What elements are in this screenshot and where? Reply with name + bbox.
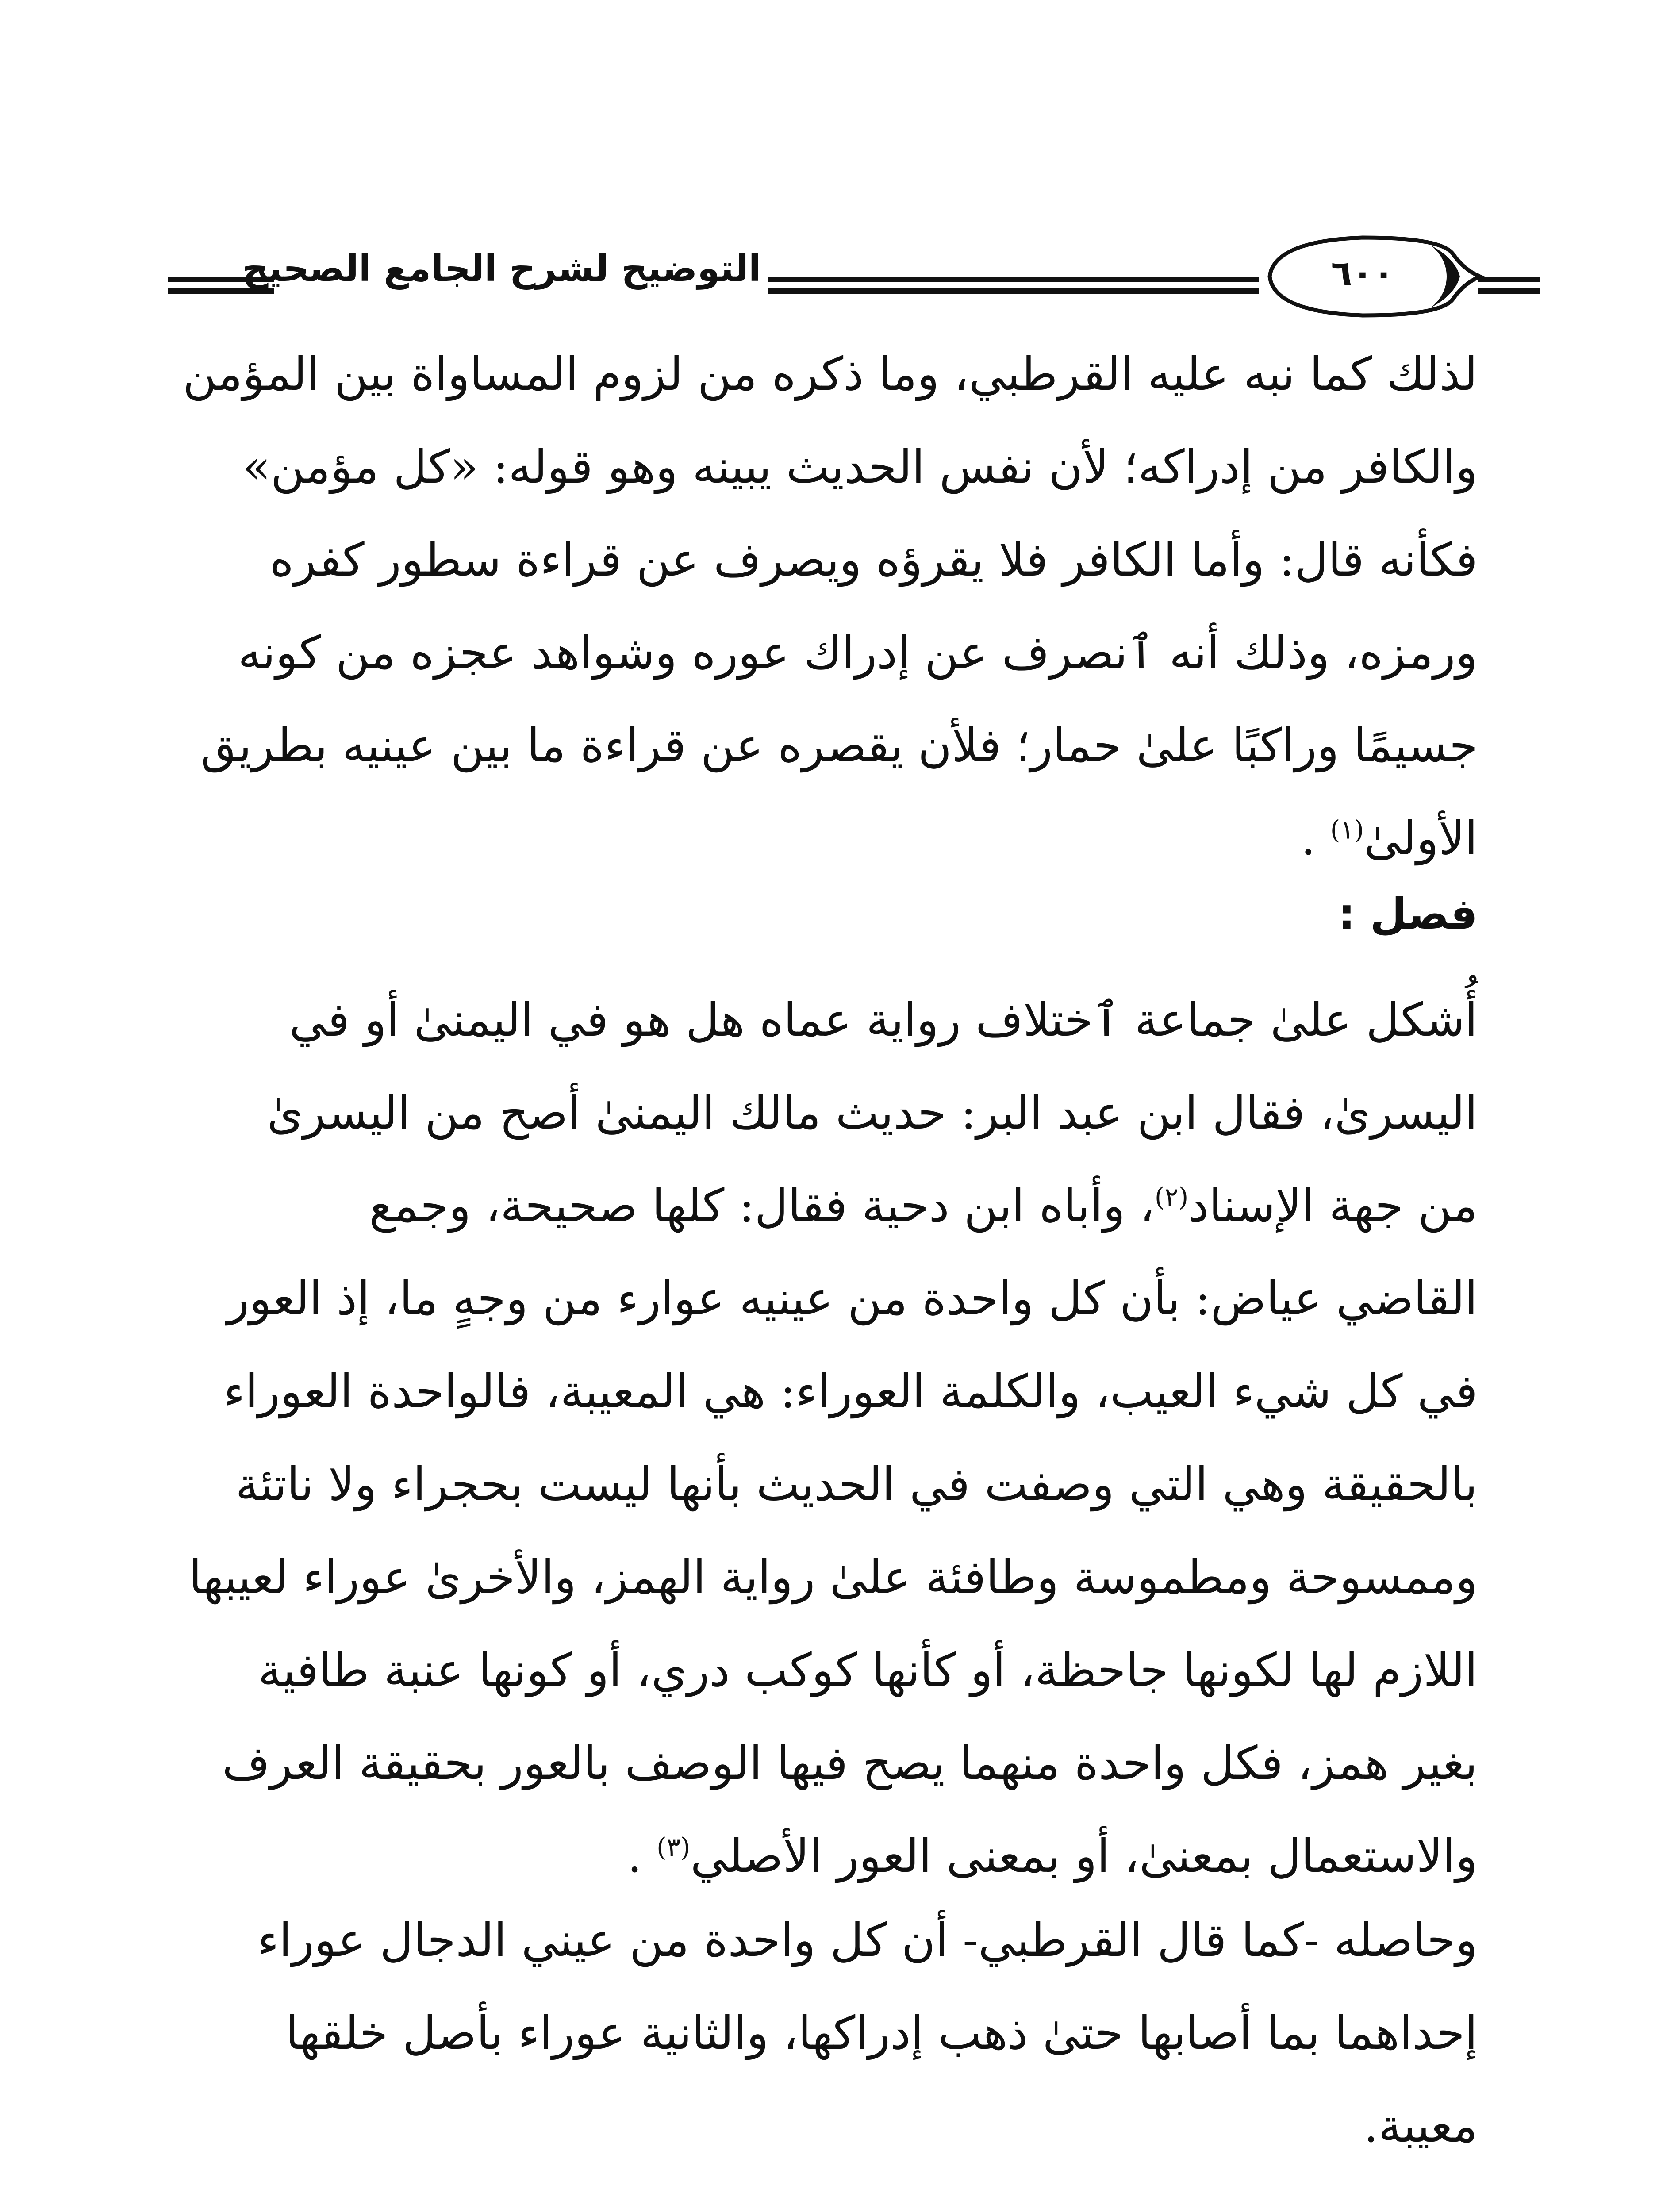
text-line <box>146 1809 1478 1902</box>
text-line: في كل شيء العيب، والكلمة العوراء: هي المعيبة، فالواحدة العوراء <box>223 1364 1478 1418</box>
section-heading: فصل : <box>1338 889 1478 939</box>
text-line <box>146 1159 1478 1252</box>
text-fragment: . <box>627 1829 657 1883</box>
text-line: معيبة. <box>1363 2099 1478 2153</box>
text-line: لذلك كما نبه عليه القرطبي، وما ذكره من لزوم المساواة بين المؤمن <box>183 347 1478 401</box>
footnote-ref-3: (٣) <box>657 1832 691 1863</box>
footnote-ref-2: (٢) <box>1154 1182 1189 1212</box>
text-line: والكافر من إدراكه؛ لأن نفس الحديث يبينه وهو قوله: «كل مؤمن» <box>242 440 1478 494</box>
text-line: اليسرىٰ، فقال ابن عبد البر: حديث مالك اليمنىٰ أصح من اليسرىٰ <box>267 1086 1478 1140</box>
text-line: فكأنه قال: وأما الكافر فلا يقرؤه ويصرف عن قراءة سطور كفره <box>269 533 1478 587</box>
text-line: جسيمًا وراكبًا علىٰ حمار؛ فلأن يقصره عن قراءة ما بين عينيه بطريق <box>200 718 1478 772</box>
text-line: بالحقيقة وهي التي وصفت في الحديث بأنها ليست بحجراء ولا ناتئة <box>235 1457 1478 1511</box>
paragraph-2 <box>146 973 1478 1902</box>
text-fragment: . <box>1301 811 1330 865</box>
text-line: القاضي عياض: بأن كل واحدة من عينيه عوارء من وجهٍ ما، إذ العور <box>227 1271 1478 1325</box>
text-line: بغير همز، فكل واحدة منهما يصح فيها الوصف بالعور بحقيقة العرف <box>222 1736 1478 1790</box>
page-number: ٦٠٠ <box>1331 253 1394 293</box>
text-line: اللازم لها لكونها جاحظة، أو كأنها كوكب دري، أو كونها عنبة طافية <box>258 1643 1478 1697</box>
paragraph-1 <box>146 327 1478 885</box>
text-line: أُشكل علىٰ جماعة ٱختلاف رواية عماه هل هو في اليمنىٰ أو في <box>289 993 1478 1047</box>
running-header <box>0 0 1659 363</box>
book-title: التوضيح لشرح الجامع الصحيح <box>242 248 761 290</box>
text-fragment: من جهة الإسناد <box>1188 1179 1478 1233</box>
page-number-badge <box>1256 228 1486 325</box>
header-rule-middle <box>768 276 1259 294</box>
paragraph-3 <box>146 1893 1478 2172</box>
text-line: وممسوحة ومطموسة وطافئة علىٰ رواية الهمز، والأخرىٰ عوراء لعيبها <box>189 1550 1478 1604</box>
text-fragment: والاستعمال بمعنىٰ، أو بمعنى العور الأصلي <box>690 1829 1478 1883</box>
header-rule-right <box>1478 276 1540 294</box>
text-fragment: الأولىٰ <box>1364 811 1478 865</box>
text-line: إحداهما بما أصابها حتىٰ ذهب إدراكها، والثانية عوراء بأصل خلقها <box>285 2006 1478 2060</box>
text-line <box>146 792 1478 885</box>
text-line: وحاصله -كما قال القرطبي- أن كل واحدة من عيني الدجال عوراء <box>257 1913 1478 1967</box>
text-fragment: ، وأباه ابن دحية فقال: كلها صحيحة، وجمع <box>369 1179 1155 1233</box>
footnote-ref-1: (١) <box>1330 814 1364 845</box>
text-line: ورمزه، وذلك أنه ٱنصرف عن إدراك عوره وشواهد عجزه من كونه <box>238 626 1478 680</box>
